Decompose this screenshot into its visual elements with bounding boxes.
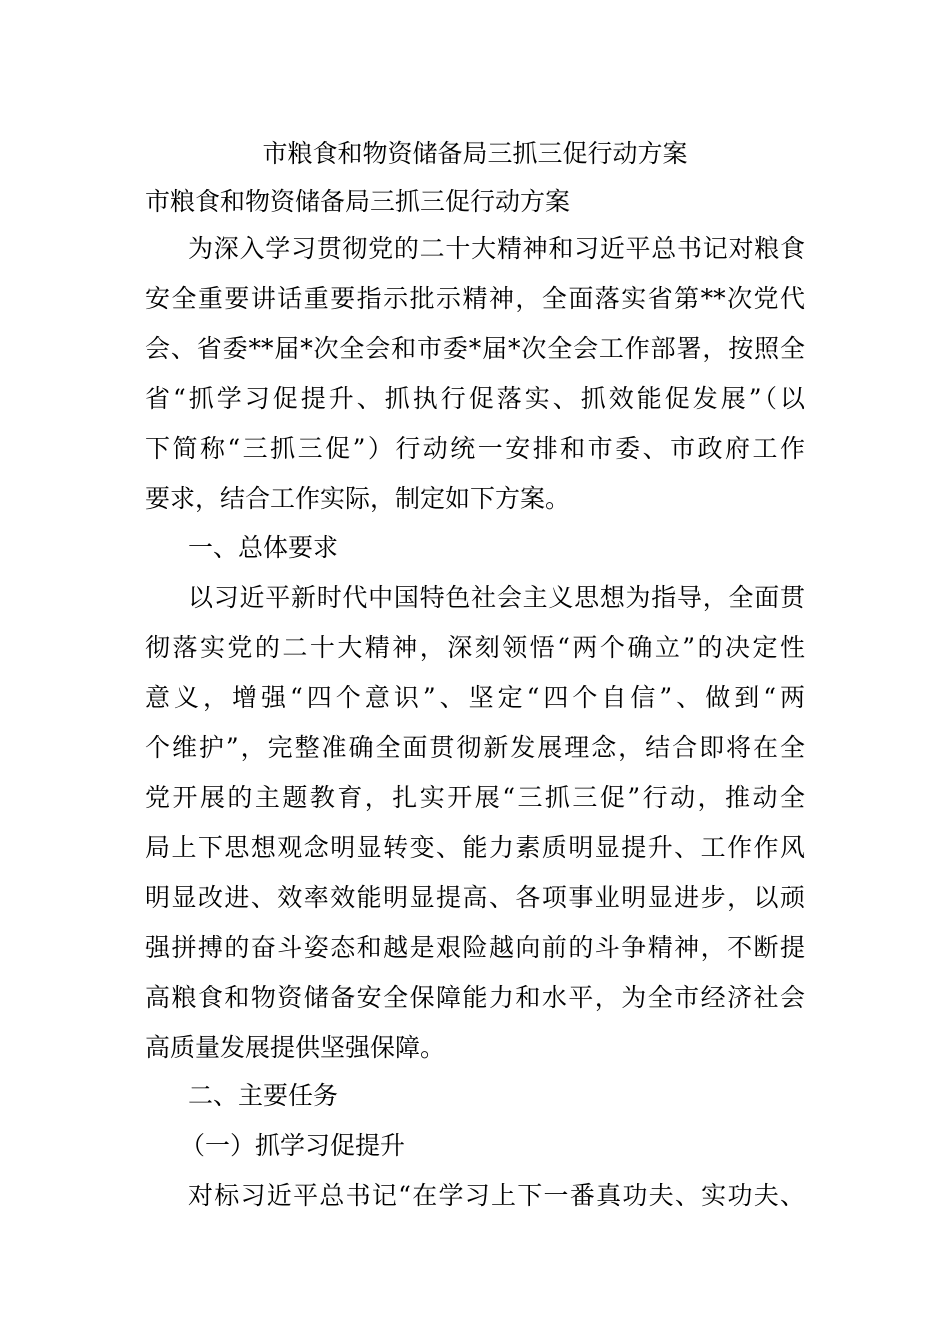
paragraph-line: 彻落实党的二十大精神，深刻领悟“两个确立”的决定性 (145, 633, 805, 662)
paragraph-line: 强拼搏的奋斗姿态和越是艰险越向前的斗争精神，不断提 (145, 933, 805, 962)
paragraph-line: 下简称“三抓三促”）行动统一安排和市委、市政府工作 (145, 434, 805, 463)
paragraph-line: 明显改进、效率效能明显提高、各项事业明显进步，以顽 (145, 883, 805, 912)
subsection-heading-study: （一）抓学习促提升 (180, 1131, 406, 1160)
section-heading-main-tasks: 二、主要任务 (188, 1081, 339, 1110)
paragraph-line: 局上下思想观念明显转变、能力素质明显提升、工作作风 (145, 833, 805, 862)
paragraph-line: 意义，增强“四个意识”、坚定“四个自信”、做到“两 (145, 683, 805, 712)
paragraph-line: 会、省委**届*次全会和市委*届*次全会工作部署，按照全 (145, 334, 805, 363)
paragraph-line: 为深入学习贯彻党的二十大精神和习近平总书记对粮食 (188, 234, 805, 263)
paragraph-line: 个维护”，完整准确全面贯彻新发展理念，结合即将在全 (145, 733, 805, 762)
paragraph-line: 对标习近平总书记“在学习上下一番真功夫、实功夫、 (188, 1181, 805, 1210)
paragraph-line: 高粮食和物资储备安全保障能力和水平，为全市经济社会 (145, 983, 805, 1012)
paragraph-line: 安全重要讲话重要指示批示精神，全面落实省第**次党代 (145, 284, 805, 313)
document-subtitle: 市粮食和物资储备局三抓三促行动方案 (145, 187, 571, 216)
document-title: 市粮食和物资储备局三抓三促行动方案 (262, 139, 688, 168)
paragraph-line: 以习近平新时代中国特色社会主义思想为指导，全面贯 (188, 583, 805, 612)
paragraph-line: 党开展的主题教育，扎实开展“三抓三促”行动，推动全 (145, 783, 805, 812)
section-heading-overall-requirements: 一、总体要求 (188, 533, 339, 562)
paragraph-line: 要求，结合工作实际，制定如下方案。 (145, 484, 571, 513)
paragraph-line: 省“抓学习促提升、抓执行促落实、抓效能促发展”（以 (145, 384, 805, 413)
paragraph-line: 高质量发展提供坚强保障。 (145, 1033, 446, 1062)
